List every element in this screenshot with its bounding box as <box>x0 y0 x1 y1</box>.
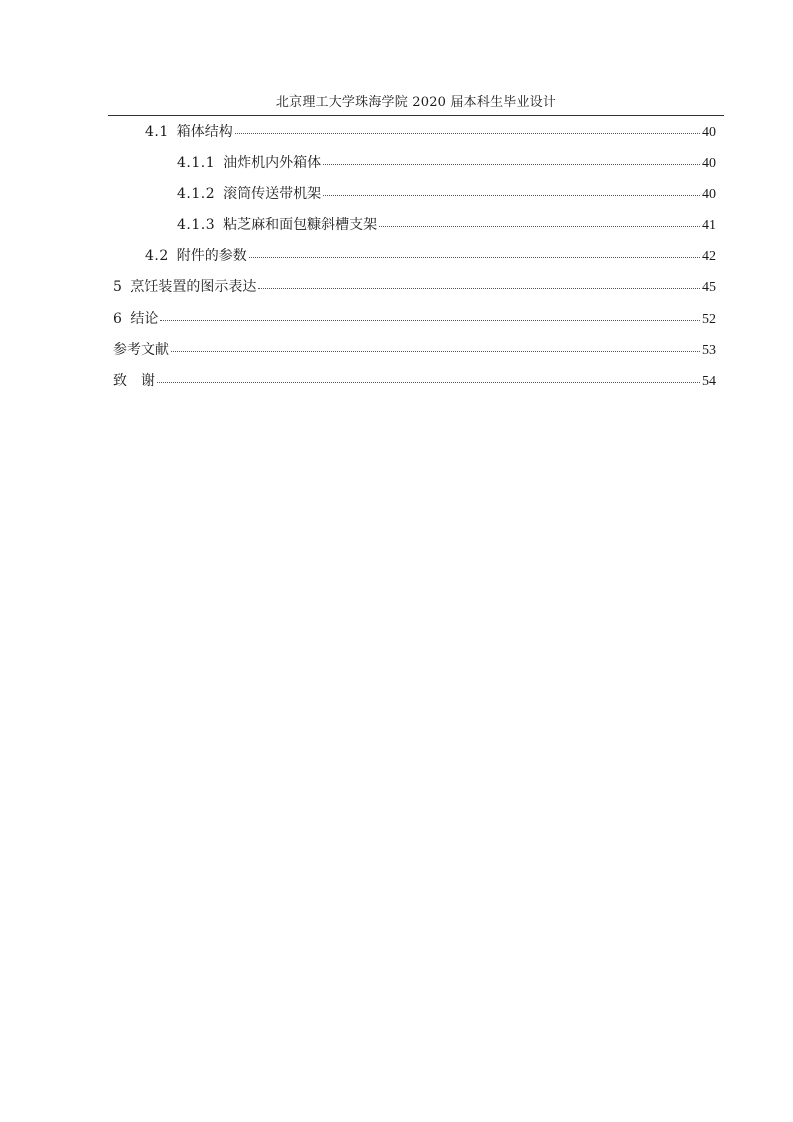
toc-title: 滚筒传送带机架 <box>223 186 322 202</box>
toc-page-number: 40 <box>702 125 716 140</box>
toc-page-number: 40 <box>702 187 716 202</box>
toc-number: 5 <box>113 279 123 295</box>
toc-title: 参考文献 <box>113 342 169 358</box>
toc-number: 4.1.2 <box>177 186 216 202</box>
toc-page-number: 41 <box>702 218 716 233</box>
toc-entry-4-1[interactable] <box>145 121 716 143</box>
toc-entry-4-2[interactable] <box>145 245 716 267</box>
toc-leader <box>258 288 700 289</box>
toc-title: 油炸机内外箱体 <box>223 155 322 171</box>
toc-title: 烹饪装置的图示表达 <box>130 279 257 295</box>
toc-leader <box>160 320 700 321</box>
toc-entry-5[interactable] <box>113 276 716 298</box>
toc-title: 粘芝麻和面包糠斜槽支架 <box>223 217 378 233</box>
toc-leader <box>235 133 700 134</box>
toc-leader <box>171 351 700 352</box>
toc-title: 附件的参数 <box>176 248 247 264</box>
toc-leader <box>249 257 700 258</box>
toc-entry-4-1-3[interactable] <box>177 214 716 236</box>
toc-number: 4.1.1 <box>177 155 216 171</box>
toc-entry-4-1-2[interactable] <box>177 183 716 205</box>
toc-entry-references[interactable] <box>113 339 716 361</box>
page-header: 北京理工大学珠海学院 2020 届本科生毕业设计 <box>275 95 557 110</box>
header-rule <box>108 115 724 116</box>
toc-title: 致 谢 <box>113 373 155 389</box>
toc-number: 4.1.3 <box>177 217 216 233</box>
toc-number: 6 <box>113 311 123 327</box>
toc-page-number: 42 <box>702 249 716 264</box>
toc-number: 4.2 <box>145 248 169 264</box>
toc-title: 箱体结构 <box>176 124 233 140</box>
toc-number: 4.1 <box>145 124 169 140</box>
toc-leader <box>323 195 700 196</box>
toc-leader <box>379 226 700 227</box>
toc-leader <box>157 382 700 383</box>
toc-page-number: 54 <box>702 374 716 389</box>
toc-page-number: 53 <box>702 343 716 358</box>
toc-page-number: 52 <box>702 312 716 327</box>
toc-entry-6[interactable] <box>113 308 716 330</box>
toc-entry-acknowledgements[interactable] <box>113 370 716 392</box>
toc-entry-4-1-1[interactable] <box>177 152 716 174</box>
toc-page-number: 40 <box>702 156 716 171</box>
toc-page-number: 45 <box>702 280 716 295</box>
toc-leader <box>323 164 700 165</box>
toc-title: 结论 <box>130 311 159 327</box>
